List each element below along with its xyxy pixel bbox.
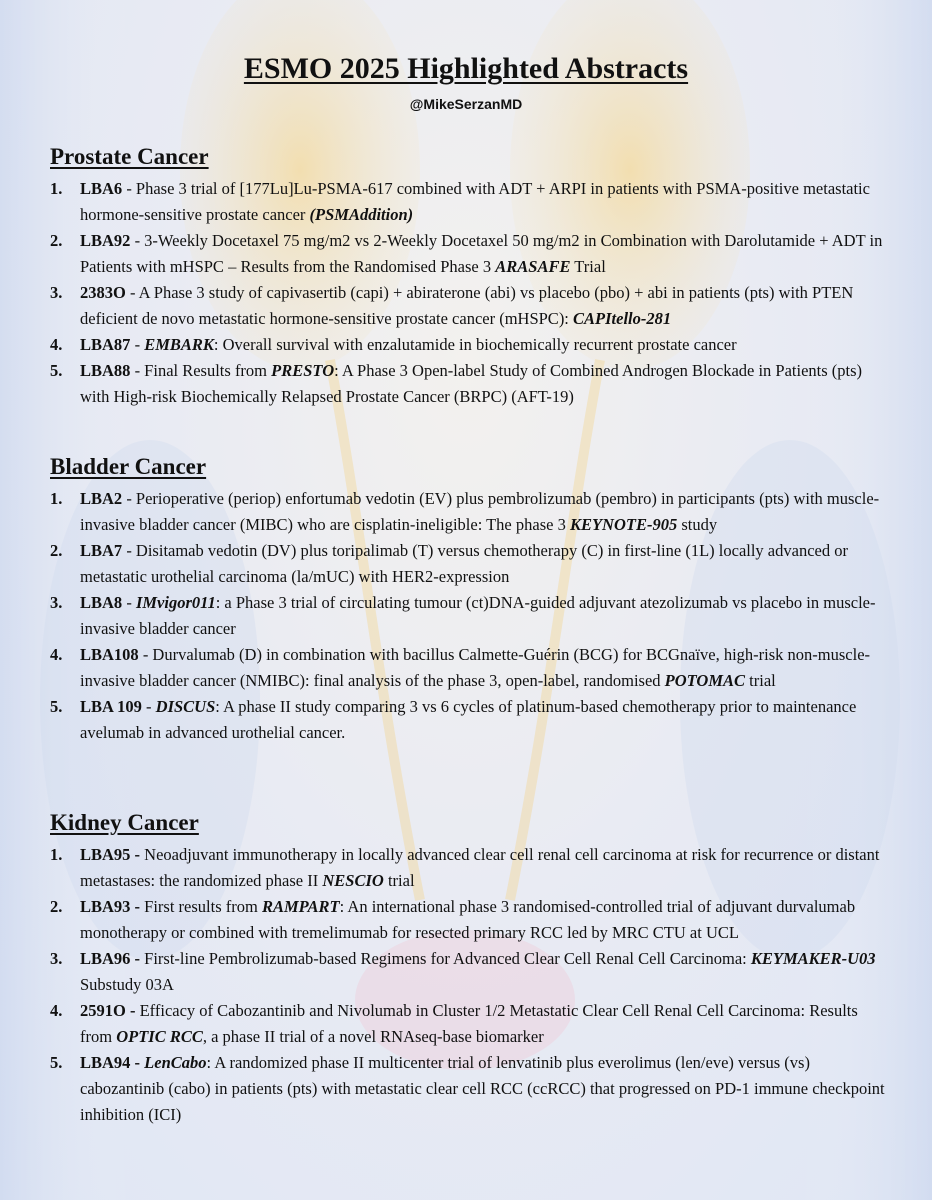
- abstract-code: LBA92: [80, 231, 131, 250]
- abstract-code: LBA2: [80, 489, 123, 508]
- abstract-text: - Phase 3 trial of [177Lu]Lu-PSMA-617 combined with ADT + ARPI in patients with PSMA-positive metastatic hormone-sensitive prostate cancer: [80, 179, 870, 224]
- trial-name: EMBARK: [144, 335, 214, 354]
- item-number: 1.: [50, 845, 63, 864]
- list-item: [50, 228, 890, 280]
- section-title: Bladder Cancer: [50, 454, 207, 479]
- abstract-code: LBA108: [80, 645, 139, 664]
- abstract-text-end: trial: [383, 871, 415, 890]
- abstract-list: [50, 486, 890, 746]
- item-number: 4.: [50, 645, 63, 664]
- abstract-code: LBA6: [80, 179, 123, 198]
- abstract-text: - A Phase 3 study of capivasertib (capi) + abiraterone (abi) vs placebo (pbo) + abi in patients (pts) with PTEN deficient de novo metastatic hormone-sensitive prostate cancer (mHSPC):: [80, 283, 854, 328]
- item-number: 1.: [50, 489, 63, 508]
- item-number: 1.: [50, 179, 63, 198]
- trial-name: DISCUS: [155, 697, 216, 716]
- section-title: Prostate Cancer: [50, 144, 209, 169]
- item-number: 5.: [50, 697, 63, 716]
- abstract-text-end: Substudy 03A: [80, 975, 174, 994]
- trial-name: ARASAFE: [495, 257, 571, 276]
- abstract-text: -: [141, 697, 156, 716]
- item-number: 3.: [50, 949, 63, 968]
- trial-name: PRESTO: [271, 361, 335, 380]
- page-title: ESMO 2025 Highlighted Abstracts: [243, 52, 689, 85]
- abstract-code: LBA93 -: [80, 897, 141, 916]
- item-number: 5.: [50, 361, 63, 380]
- abstract-text: - 3-Weekly Docetaxel 75 mg/m2 vs 2-Weekly Docetaxel 50 mg/m2 in Combination with Darolutamide + ADT in Patients with mHSPC – Results from the Randomised Phase 3: [80, 231, 883, 276]
- abstract-text-end: Trial: [570, 257, 606, 276]
- list-item: [50, 998, 890, 1050]
- item-number: 4.: [50, 335, 63, 354]
- list-item: [50, 946, 890, 998]
- list-item: [50, 358, 890, 410]
- abstract-text-end: : A Phase 3 Open-label Study of Combined Androgen Blockade in Patients (pts) with High-risk Biochemically Relapsed Prostate Cancer (BRPC) (AFT-19): [80, 361, 863, 406]
- abstract-code: 2591O -: [80, 1001, 136, 1020]
- item-number: 5.: [50, 1053, 63, 1072]
- trial-name: IMvigor011: [135, 593, 216, 612]
- trial-name: RAMPART: [261, 897, 340, 916]
- abstract-text-end: , a phase II trial of a novel RNAseq-base biomarker: [202, 1027, 544, 1046]
- list-item: [50, 332, 890, 358]
- abstract-text-end: : A randomized phase II multicenter trial of lenvatinib plus everolimus (len/eve) versus (vs) cabozantinib (cabo) in patients (pts) with metastatic clear cell RCC (ccRCC) that progressed on PD-1 immune checkpoint inhibition (ICI): [80, 1053, 885, 1124]
- list-item: [50, 538, 890, 590]
- list-item: [50, 590, 890, 642]
- list-item: [50, 894, 890, 946]
- abstract-text: - Perioperative (periop) enfortumab vedotin (EV) plus pembrolizumab (pembro) in participants (pts) with muscle-invasive bladder cancer (MIBC) who are cisplatin-ineligible: The phase 3: [80, 489, 880, 534]
- item-number: 3.: [50, 593, 63, 612]
- abstract-code: LBA94 -: [80, 1053, 141, 1072]
- list-item: [50, 176, 890, 228]
- abstract-code: LBA7: [80, 541, 123, 560]
- list-item: [50, 842, 890, 894]
- abstract-text: -: [122, 593, 136, 612]
- abstract-text: First results from: [140, 897, 262, 916]
- list-item: [50, 1050, 890, 1128]
- trial-name: KEYMAKER-U03: [750, 949, 876, 968]
- abstract-text: - Durvalumab (D) in combination with bacillus Calmette-Guérin (BCG) for BCGnaïve, high-risk non-muscle-invasive bladder cancer (NMIBC): final analysis of the phase 3, open-label, randomised: [80, 645, 871, 690]
- item-number: 2.: [50, 541, 63, 560]
- trial-name: LenCabo: [144, 1053, 207, 1072]
- abstract-text-end: : An international phase 3 randomised-controlled trial of adjuvant durvalumab monotherapy or combined with tremelimumab for resected primary RCC led by MRC CTU at UCL: [80, 897, 856, 942]
- abstract-code: LBA96 -: [80, 949, 141, 968]
- abstract-list: [50, 842, 890, 1128]
- abstract-code: LBA8: [80, 593, 123, 612]
- abstract-code: LBA87: [80, 335, 131, 354]
- abstract-code: 2383O: [80, 283, 126, 302]
- abstract-text-end: trial: [745, 671, 776, 690]
- abstract-text: - Disitamab vedotin (DV) plus toripalimab (T) versus chemotherapy (C) in first-line (1L) locally advanced or metastatic urothelial carcinoma (la/mUC) with HER2-expression: [80, 541, 848, 586]
- trial-name: NESCIO: [322, 871, 384, 890]
- section-kidney-cancer: [50, 808, 890, 1128]
- section-prostate-cancer: [50, 142, 890, 410]
- abstract-text-end: : Overall survival with enzalutamide in biochemically recurrent prostate cancer: [213, 335, 737, 354]
- abstract-text-end: study: [677, 515, 718, 534]
- list-item: [50, 642, 890, 694]
- item-number: 2.: [50, 231, 63, 250]
- abstract-code: LBA95 -: [80, 845, 141, 864]
- abstract-list: [50, 176, 890, 410]
- item-number: 3.: [50, 283, 63, 302]
- list-item: [50, 694, 890, 746]
- item-number: 4.: [50, 1001, 63, 1020]
- trial-name: CAPItello-281: [573, 309, 672, 328]
- abstract-text: - Final Results from: [130, 361, 272, 380]
- abstract-text-end: : A phase II study comparing 3 vs 6 cycles of platinum-based chemotherapy prior to maintenance avelumab in advanced urothelial cancer.: [80, 697, 857, 742]
- trial-name: POTOMAC: [664, 671, 746, 690]
- abstract-text: Neoadjuvant immunotherapy in locally advanced clear cell renal cell carcinoma at risk for recurrence or distant metastases: the randomized phase II: [80, 845, 880, 890]
- abstract-code: LBA 109: [80, 697, 142, 716]
- author-handle: @MikeSerzanMD: [409, 96, 523, 112]
- abstract-text: -: [130, 335, 145, 354]
- abstract-text: First-line Pembrolizumab-based Regimens for Advanced Clear Cell Renal Cell Carcinoma:: [140, 949, 751, 968]
- trial-name: (PSMAddition): [309, 205, 414, 224]
- section-title: Kidney Cancer: [50, 810, 199, 835]
- trial-name: KEYNOTE-905: [569, 515, 678, 534]
- trial-name: OPTIC RCC: [116, 1027, 203, 1046]
- section-bladder-cancer: [50, 452, 890, 746]
- list-item: [50, 280, 890, 332]
- abstract-text-end: : a Phase 3 trial of circulating tumour (ct)DNA-guided adjuvant atezolizumab vs placebo in muscle-invasive bladder cancer: [80, 593, 876, 638]
- abstract-code: LBA88: [80, 361, 131, 380]
- item-number: 2.: [50, 897, 63, 916]
- list-item: [50, 486, 890, 538]
- abstract-text: Efficacy of Cabozantinib and Nivolumab in Cluster 1/2 Metastatic Clear Cell Renal Cell Carcinoma: Results from: [80, 1001, 858, 1046]
